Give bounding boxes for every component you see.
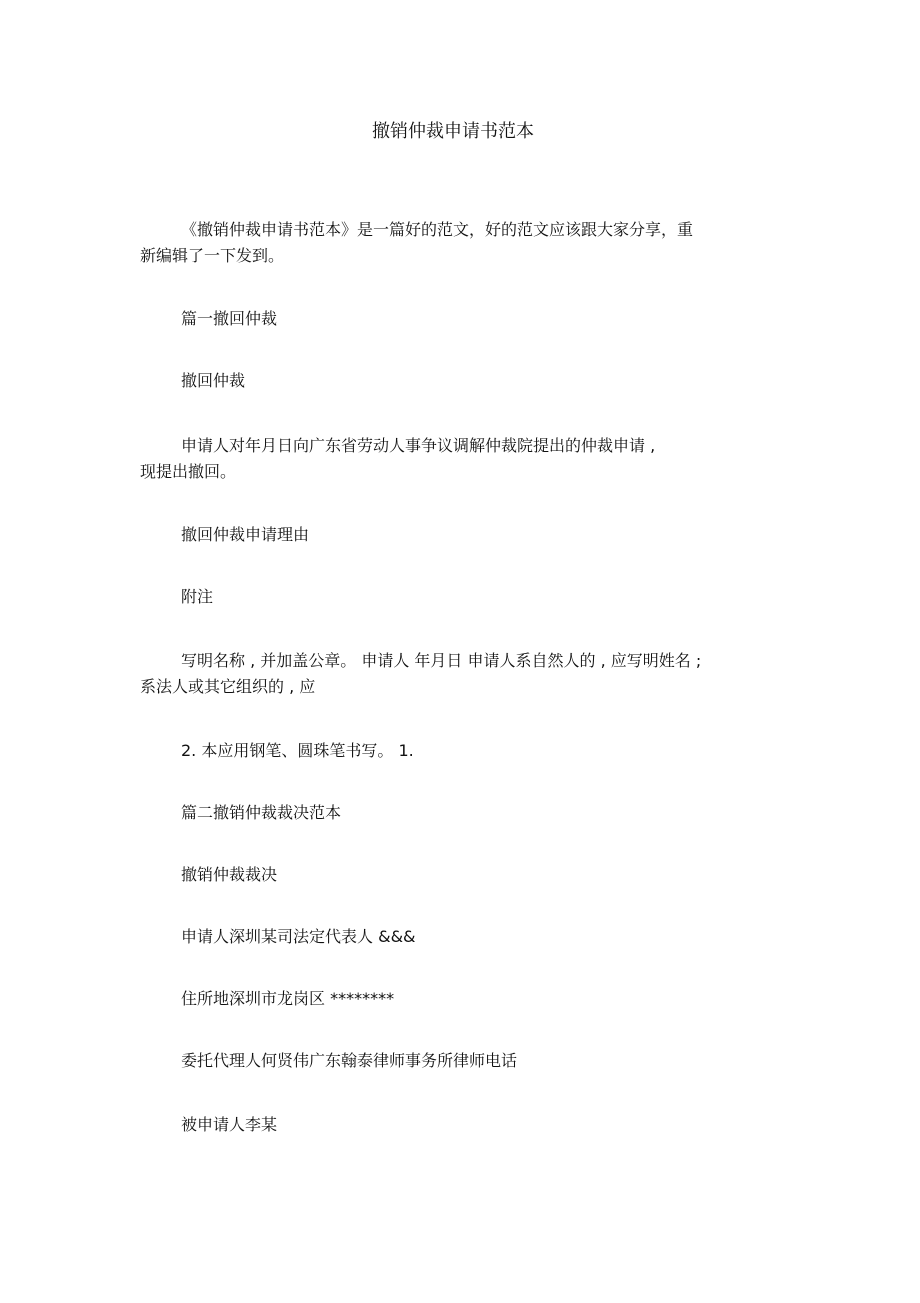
address-line: [140, 986, 760, 1012]
paragraph-line: 申请人深圳某司法定代表人 &&&: [181, 927, 416, 946]
notes-body: [140, 648, 760, 700]
paragraph-line: 申请人对年月日向广东省劳动人事争议调解仲裁院提出的仲裁申请 ,: [181, 436, 656, 455]
paragraph-line: 委托代理人何贤伟广东翰泰律师事务所律师电话: [181, 1051, 518, 1070]
paragraph-line: 2. 本应用钢笔、圆珠笔书写。 1.: [181, 741, 414, 760]
paragraph-line: 住所地深圳市龙岗区 ********: [181, 989, 395, 1008]
applicant-line: [140, 924, 760, 950]
paragraph-line: 新编辑了一下发到。: [140, 246, 285, 265]
paragraph-line: 被申请人李某: [181, 1115, 278, 1134]
notes-item: [140, 738, 760, 764]
section-heading-1: [140, 306, 760, 332]
paragraph-line: 撤销仲裁裁决: [181, 865, 278, 884]
paragraph-line: 篇一撤回仲裁: [181, 309, 278, 328]
intro-paragraph: [140, 217, 760, 269]
paragraph-line: 《撤销仲裁申请书范本》是一篇好的范文，好的范文应该跟大家分享，重: [181, 220, 694, 239]
section-heading-2: [140, 800, 760, 826]
paragraph-line: 篇二撤销仲裁裁决范本: [181, 803, 342, 822]
document-title: 撤销仲裁申请书范本: [372, 121, 534, 142]
respondent-line: [140, 1112, 760, 1138]
applicant-statement: [140, 433, 760, 485]
paragraph-line: 附注: [181, 587, 214, 606]
paragraph-line: 撤回仲裁申请理由: [181, 525, 310, 544]
paragraph-line: 写明名称 , 并加盖公章。 申请人 年月日 申请人系自然人的 , 应写明姓名 ;: [181, 651, 702, 670]
paragraph-line: 系法人或其它组织的 , 应: [140, 677, 316, 696]
paragraph-line: 现提出撤回。: [140, 462, 237, 481]
agent-line: [140, 1048, 760, 1074]
withdraw-reason: [140, 522, 760, 548]
subheading-withdraw: [140, 368, 760, 394]
notes-heading: [140, 584, 760, 610]
subheading-revoke: [140, 862, 760, 888]
paragraph-line: 撤回仲裁: [181, 371, 246, 390]
